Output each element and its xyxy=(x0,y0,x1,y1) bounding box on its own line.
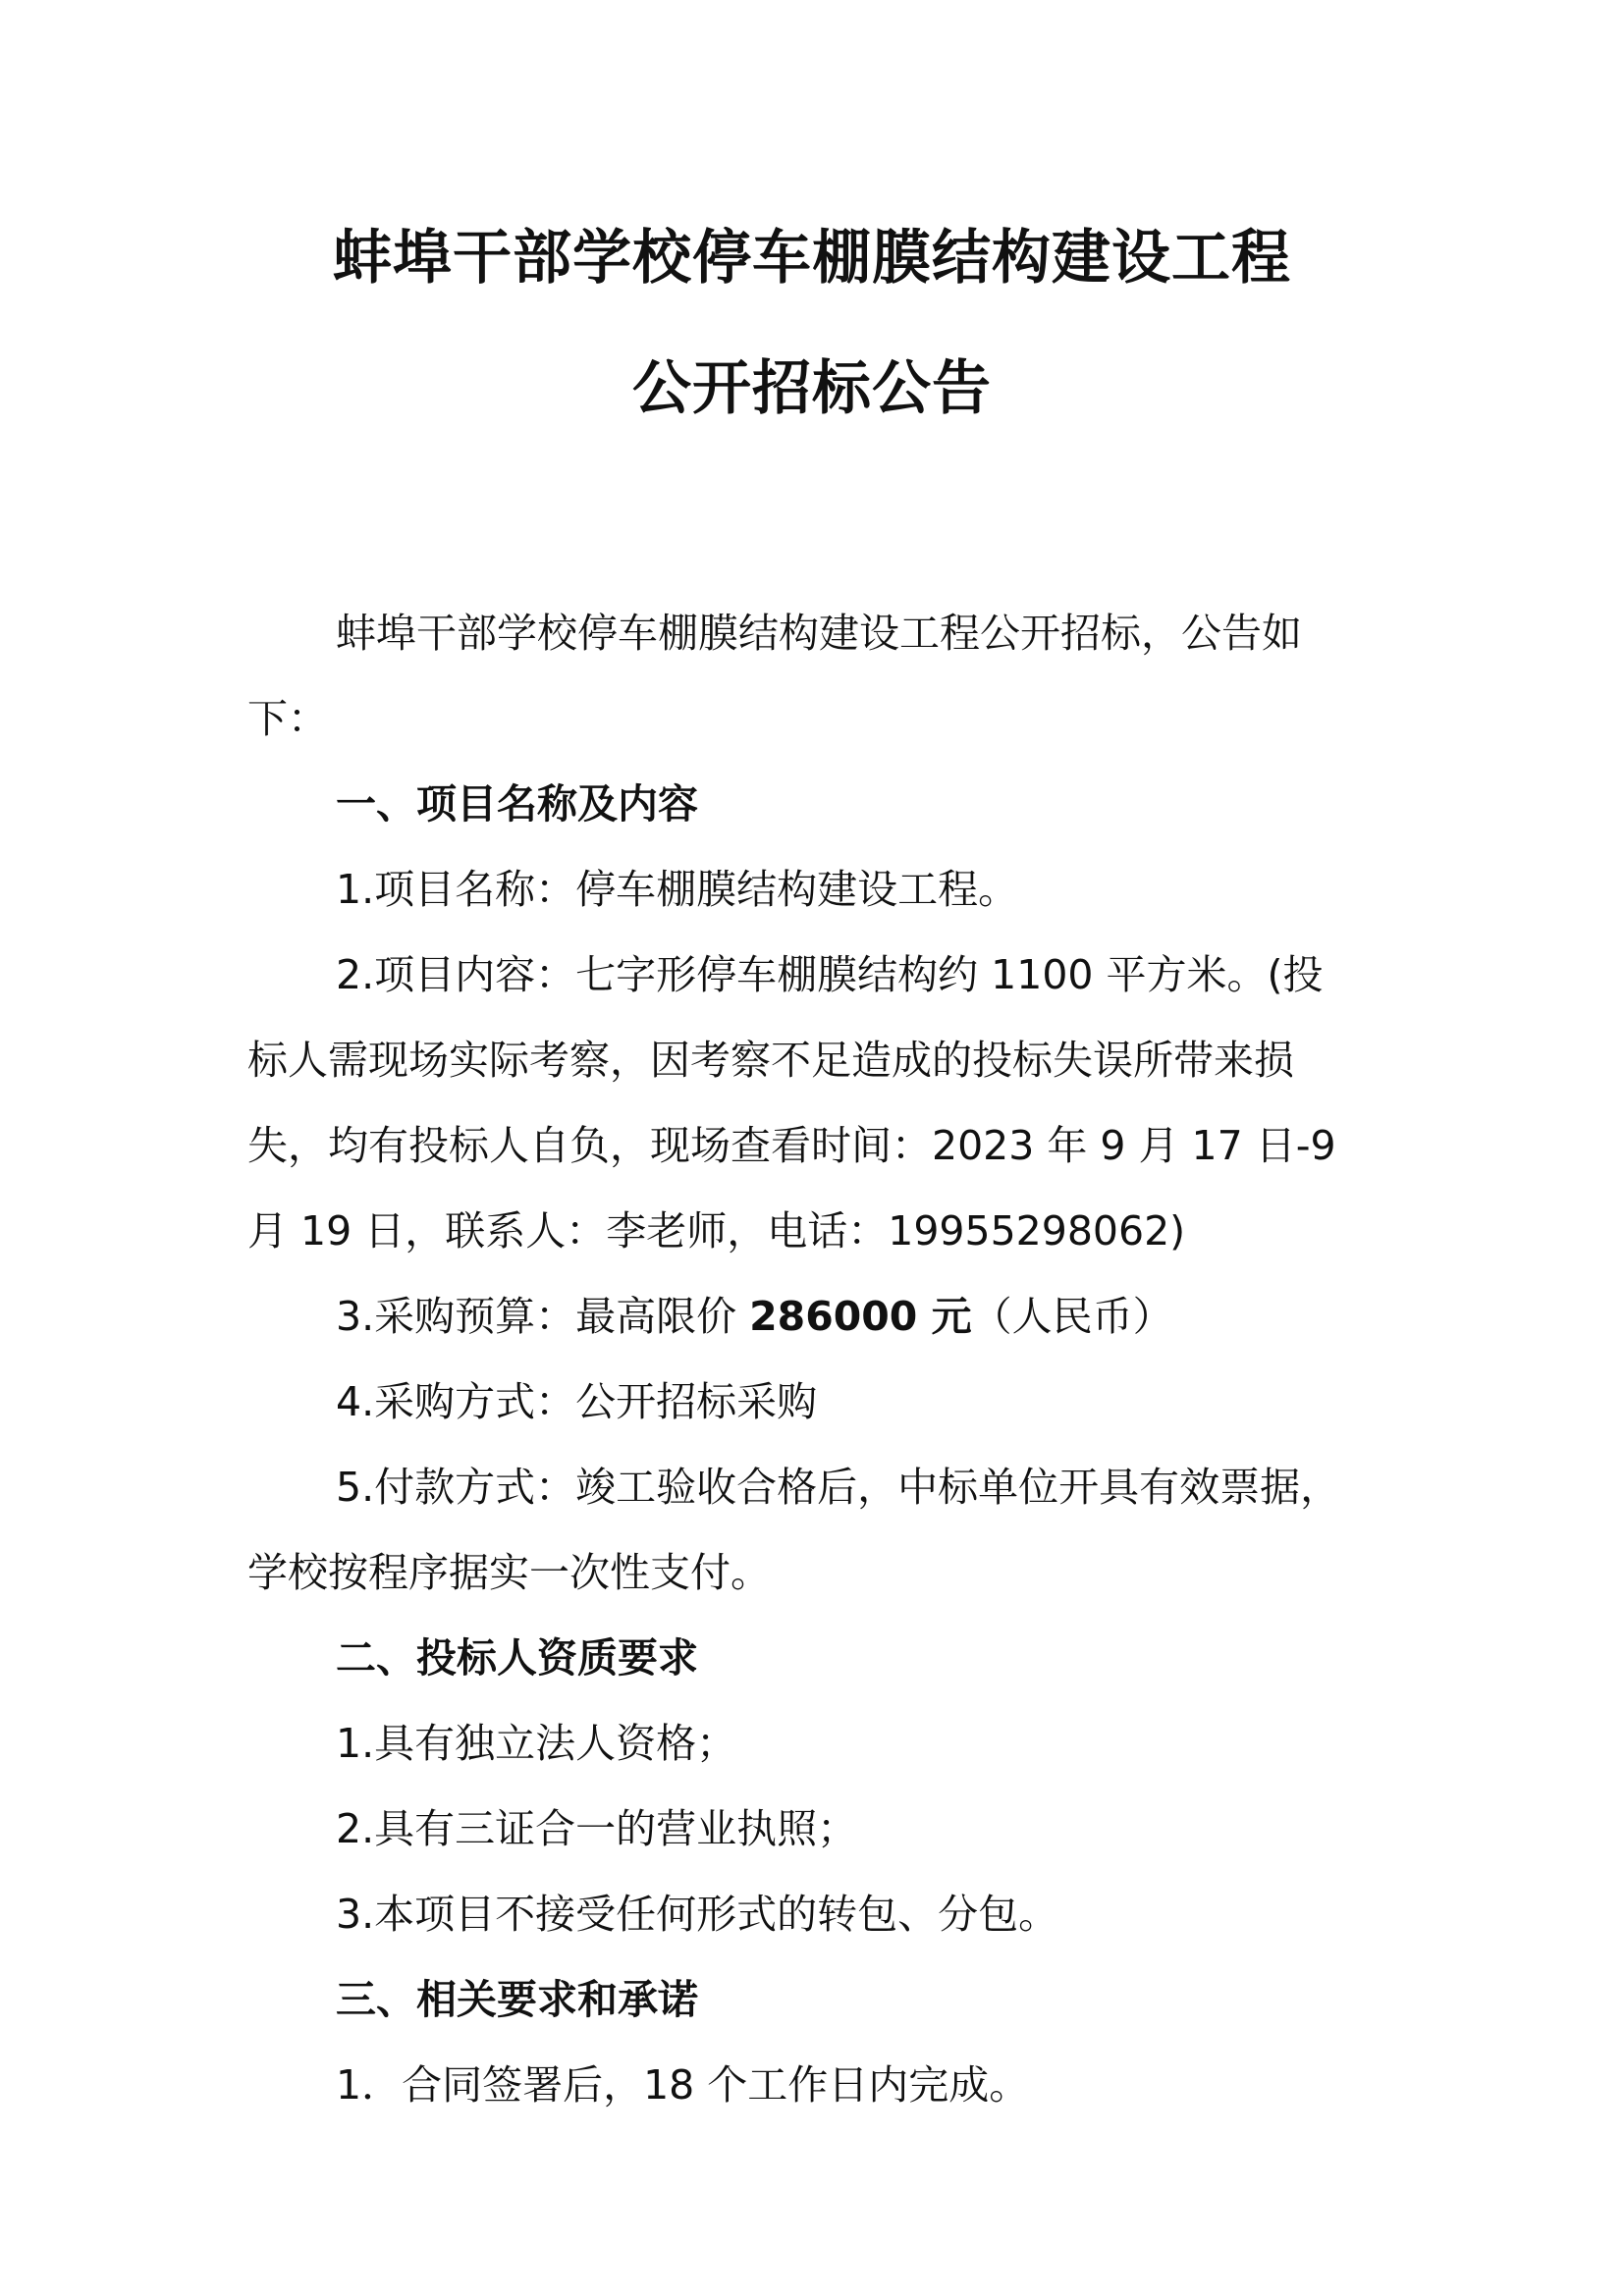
section2-item3: 3.本项目不接受任何形式的转包、分包。 xyxy=(336,1891,1059,1938)
section1-item4: 4.采购方式：公开招标采购 xyxy=(336,1378,818,1425)
document-title-line2: 公开招标公告 xyxy=(632,354,992,423)
section1-item5 xyxy=(247,1445,1386,1616)
section1-item2-line: 标人需现场实际考察，因考察不足造成的投标失误所带来损 xyxy=(247,1037,1294,1084)
section3-item1: 1．合同签署后，18 个工作日内完成。 xyxy=(336,2061,1030,2109)
section1-item1: 1.项目名称：停车棚膜结构建设工程。 xyxy=(336,866,1019,913)
section1-item2-line: 失，均有投标人自负，现场查看时间：2023 年 9 月 17 日-9 xyxy=(247,1122,1336,1169)
intro-paragraph xyxy=(247,591,1386,762)
budget-prefix: 3.采购预算：最高限价 xyxy=(336,1293,750,1340)
section1-item5-line: 5.付款方式：竣工验收合格后，中标单位开具有效票据， xyxy=(336,1464,1341,1511)
budget-suffix: （人民币） xyxy=(971,1293,1173,1340)
intro-line: 下： xyxy=(247,695,328,742)
section2-heading: 二、投标人资质要求 xyxy=(336,1634,698,1682)
document-title-line1: 蚌埠干部学校停车棚膜结构建设工程 xyxy=(333,224,1291,293)
section3-heading: 三、相关要求和承诺 xyxy=(336,1976,698,2023)
section2-item2: 2.具有三证合一的营业执照； xyxy=(336,1805,858,1852)
intro-line: 蚌埠干部学校停车棚膜结构建设工程公开招标，公告如 xyxy=(336,610,1302,657)
section2-item1: 1.具有独立法人资格； xyxy=(336,1720,737,1767)
section1-heading: 一、项目名称及内容 xyxy=(336,780,698,828)
section1-item2-line: 月 19 日，联系人：李老师，电话：19955298062) xyxy=(247,1207,1186,1255)
budget-amount: 286000 元 xyxy=(749,1293,972,1340)
section1-item3 xyxy=(247,1274,1386,1360)
section1-item2 xyxy=(247,933,1386,1274)
section1-item2-line: 2.项目内容：七字形停车棚膜结构约 1100 平方米。(投 xyxy=(336,951,1324,998)
section1-item5-line: 学校按程序据实一次性支付。 xyxy=(247,1549,771,1596)
document-body xyxy=(247,591,1386,2128)
